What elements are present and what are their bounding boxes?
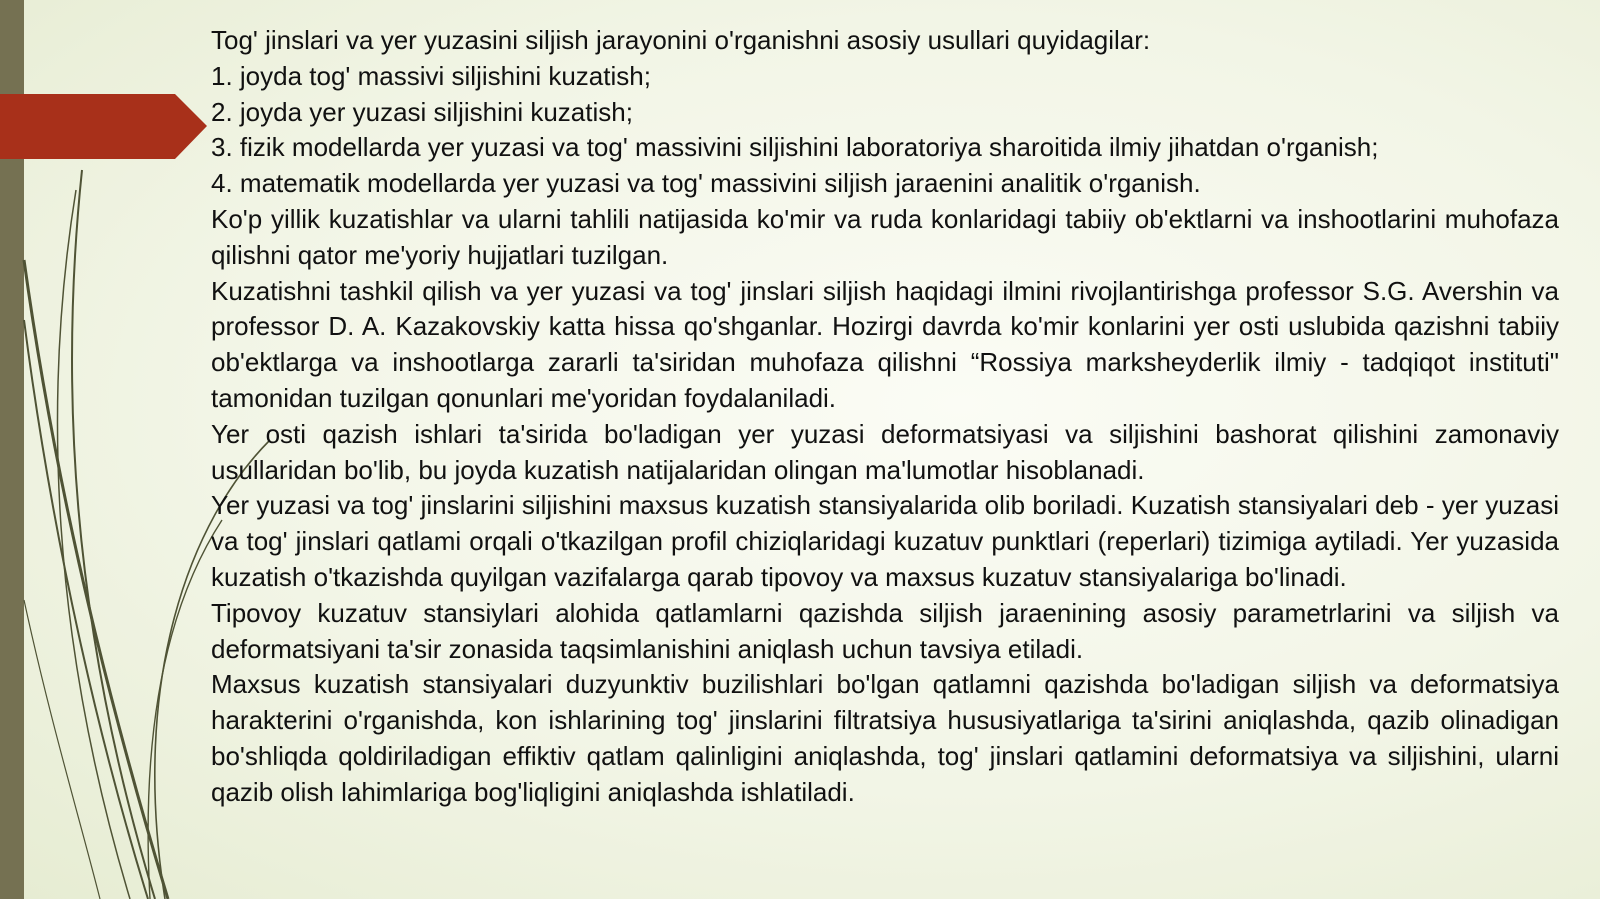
- paragraph-typical-stations: Tipovoy kuzatuv stansiylari alohida qatlamlarni qazishda siljish jaraenining asosiy parametrlarini va siljish va deformatsiyani ta'sir zonasida taqsimlanishini aniqlash uchun tavsiya etiladi.: [211, 597, 1559, 664]
- paragraph-stations: Yer yuzasi va tog' jinslarini siljishini maxsus kuzatish stansiyalarida olib boriladi. Kuzatish stansiyalari deb - yer yuzasi va tog' jinslari qatlami orqali o'tkazilgan profil chiziqlaridagi kuzatuv punktlari (reperlari) tizimiga aytiladi. Yer yuzasida kuzatish o'tkazishda quyilgan vazifalarga qarab tipovoy va maxsus kuzatuv stansiyalariga bo'linadi.: [211, 490, 1559, 592]
- paragraph-regulations: Ko'p yillik kuzatishlar va ularni tahlili natijasida ko'mir va ruda konlaridagi tabiiy ob'ektlarni va inshootlarini muhofaza qilishni qator me'yoriy hujjatlari tuzilgan.: [211, 203, 1559, 270]
- list-item-2: 2. joyda yer yuzasi siljishini kuzatish;: [211, 96, 633, 127]
- paragraph-forecast: Yer osti qazish ishlari ta'sirida bo'ladigan yer yuzasi deformatsiyasi va siljishini bashorat qilishini zamonaviy usullaridan bo'lib, bu joyda kuzatish natijalaridan olingan ma'lumotlar hisoblanadi.: [211, 418, 1559, 485]
- paragraph-history: Kuzatishni tashkil qilish va yer yuzasi va tog' jinslari siljish haqidagi ilmini rivojlantirishga professor S.G. Avershin va professor D. A. Kazakovskiy katta hissa qo'shganlar. Hozirgi davrda ko'mir konlarini yer osti uslubida qazishni tabiiy ob'ektlarga va inshootlarga zararli ta'siridan muhofaza qilishni “Rossiya marksheyderlik ilmiy - tadqiqot instituti" tamonidan tuzilgan qonunlari me'yoridan foydalaniladi.: [211, 275, 1559, 413]
- intro-line: Tog' jinslari va yer yuzasini siljish jarayonini o'rganishni asosiy usullari quyidagilar:: [211, 25, 1151, 55]
- list-item-3: 3. fizik modellarda yer yuzasi va tog' massivini siljishini laboratoriya sharoitida ilmiy jihatdan o'rganish;: [211, 132, 1379, 163]
- list-item-1: 1. joyda tog' massivi siljishini kuzatish;: [211, 60, 651, 91]
- slide-text: [211, 23, 1559, 811]
- list-item-4: 4. matematik modellarda yer yuzasi va tog' massivini siljish jaraenini analitik o'rganish.: [211, 168, 1201, 199]
- paragraph-special-stations: Maxsus kuzatish stansiyalari duzyunktiv buzilishlari bo'lgan qatlamni qazishda bo'ladigan siljish va deformatsiya harakterini o'rganishda, kon ishlarining tog' jinslarini filtratsiya hususiyatlariga ta'sirini aniqlashda, qazib olinadigan bo'shliqda qoldiriladigan effiktiv qatlam qalinligini aniqlashda, tog' jinslari qatlamini deformatsiya va siljishini, ularni qazib olish lahimlariga bog'liqligini aniqlashda ishlatiladi.: [211, 669, 1559, 807]
- arrow-shape-icon: [0, 94, 207, 159]
